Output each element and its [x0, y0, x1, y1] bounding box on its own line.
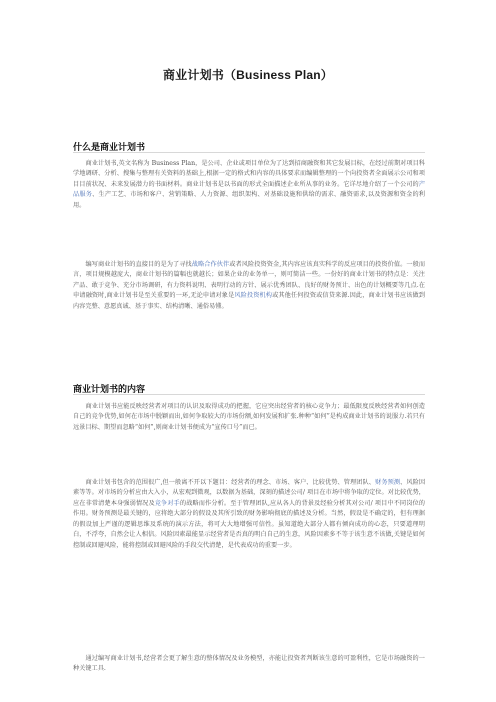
inline-link[interactable]: 战略合作伙伴 — [191, 261, 230, 268]
text-run: 商业计划书包含的范围很广,但一般离不开以下题目：经营者的理念、市场、客户、比较优势、管理团队、 — [85, 479, 376, 486]
inline-link[interactable]: 产品服务 — [73, 180, 425, 199]
text-run: 或其他任何投资或信贷来源.因此，商业计划书应该做到内容完整、意愿真诚、基于事实、结构清晰、通俗易懂。 — [73, 292, 425, 310]
inline-link[interactable]: 财务预测 — [375, 479, 401, 486]
page-title: 商业计划书（Business Plan） — [162, 68, 334, 82]
paragraph — [73, 654, 425, 675]
text-run: 通过编写商业计划书,经营者会更了解生意的整体情况及业务模型，亦能让投资者判断该生意的可盈利性，它是市场融资的一种关键工具. — [73, 655, 425, 673]
inline-link[interactable]: 竞争对手 — [154, 499, 180, 507]
text-run: 编写商业计划书的直接目的是为了寻找 — [85, 261, 192, 268]
text-run: 的战略而作分析。至于管理团队,应从各人的背景及经验分析其对公司/ 项目中不同岗位的作用。财务预测是最关键的，应将绝大部分的假设及其所引致的财务影响彻底的描述及分析。当然，假设是不确定的，但有理据的假设加上严谨的逻辑思维及系统的演示方法，将可大大地增强可信性。虽知道绝大部分人都有倾向成功的心态，只要道理明白，不浮夸，自然会让人相信。风险因素最能显示经营者是否真的明白自己的生意，风险因素多不等于该生意不该做,关键是如何控制或回避风险，能将控制或回避风险的手段交代清楚，是代表成功的重要一步。 — [73, 499, 425, 549]
text-run: 商业计划书应能反映经营者对项目的认识及取得成功的把握，它应突出经营者的核心竞争力；最低限度反映经营者如何创造自己的竞争优势,如何在市场中脱颖而出,如何争取较大的市场份额,如何发展和扩张.种种“如何”是构成商业计划书的说服力.若只有远景目标、期望而忽略“如何”,则商业计划书便成为“宣传口号”而已。 — [73, 403, 425, 431]
section-divider — [73, 152, 425, 153]
text-run: 、风险因素等等。对市场的分析应由大入小，从宏观到微观，以数据为基础，深刻的描述公司/ 项目在市场中将争取的定位。对比较优势，应在非常清楚本身强弱情况及 — [73, 479, 426, 507]
section-heading-contents: 商业计划书的内容 — [73, 384, 146, 394]
paragraph — [73, 159, 425, 211]
text-run: 、生产工艺、市场和客户、营销策略、人力资源、组织架构、对基础设施和供给的需求、融资需求,以及资源和资金的利用。 — [73, 191, 425, 209]
inline-link[interactable]: 风险投资机构 — [234, 292, 273, 300]
section-divider — [73, 394, 425, 395]
text-run: 或者风险投资资金,其内容应该真实科学的反应项目的投资价值。一般而言，项目规模越庞大，商业计划书的篇幅也就越长；如果企业的业务单一，则可简洁一些。一份好的商业计划书的特点是：关注产品、敢于竞争、充分市场调研，有力资料说明、表明行动的方针、展示优秀团队、良好的财务预计、出色的计划概要等几点.在申请融资时,商业计划书是至关重要的一环,无论申请对象是 — [73, 261, 426, 300]
text-run: 商业计划书,英文名称为 Business Plan，是公司、企业或项目单位为了达到招商融资和其它发展目标，在经过前期对项目科学地调研、分析、搜集与整理有关资料的基础上,根据一定的格式和内容的具体要求而编辑整理的一个向投资者全面展示公司和项目目前状况、未来发展潜力的书面材料。商业计划书是以书面的形式全面描述企业所从事的业务。它详尽地介绍了一个公司的 — [73, 160, 425, 188]
paragraph — [73, 402, 425, 433]
section-heading-what-is: 什么是商业计划书 — [73, 142, 146, 152]
paragraph — [73, 260, 425, 312]
paragraph — [73, 478, 425, 551]
